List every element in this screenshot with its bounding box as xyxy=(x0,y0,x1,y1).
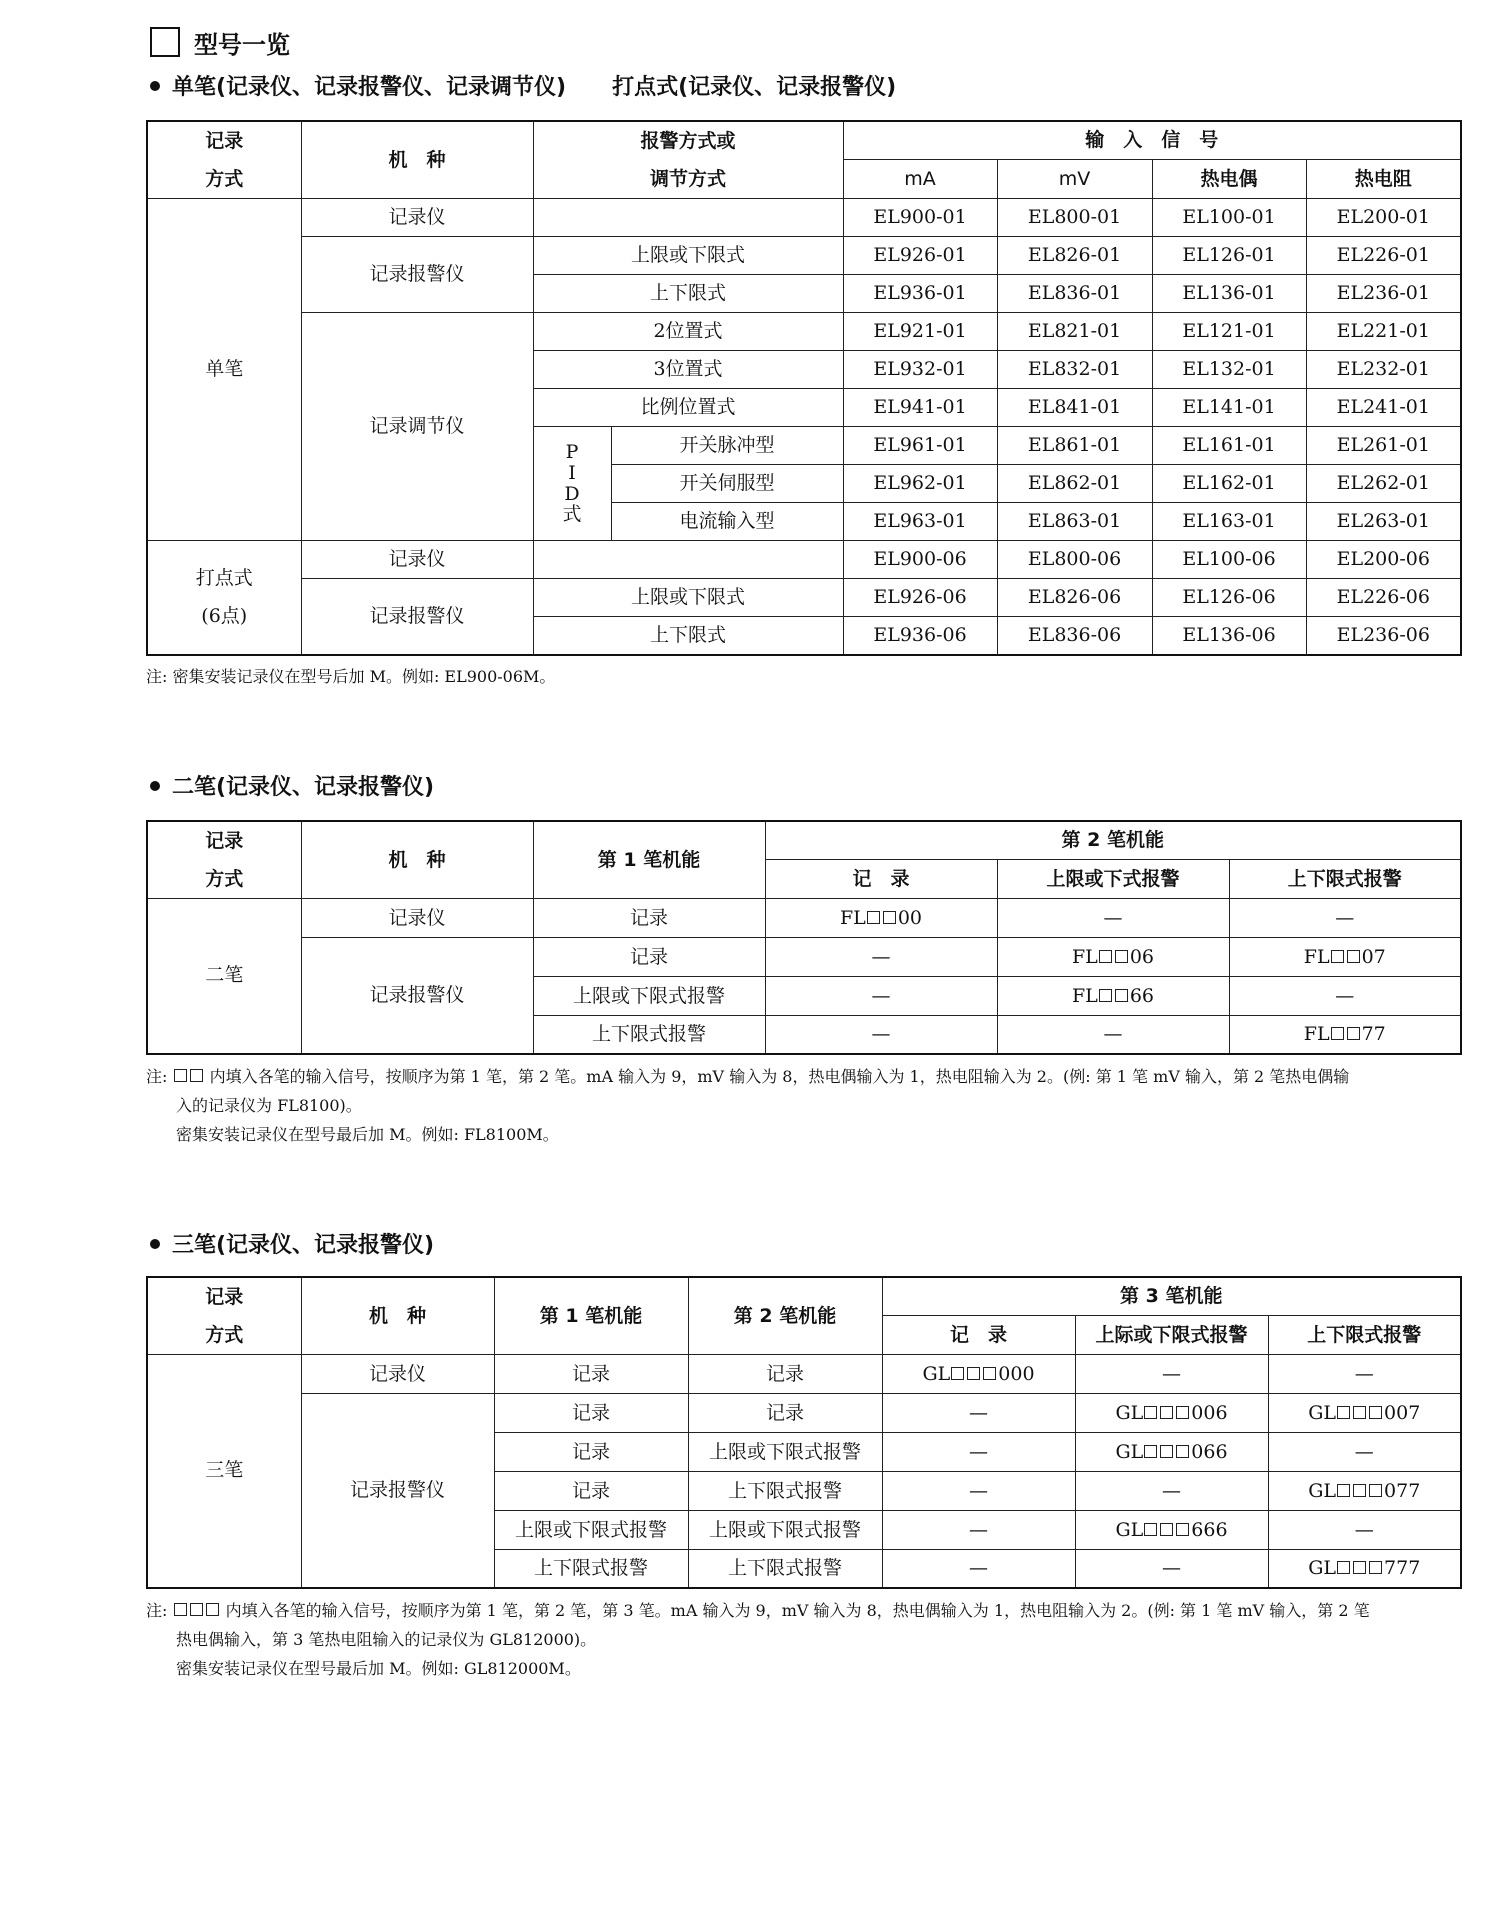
header-upper-lower-alarm: 上下限式报警 xyxy=(1268,1316,1461,1355)
code-cell: FL 66 xyxy=(997,977,1229,1016)
pen1-cell: 上下限式报警 xyxy=(533,1016,765,1054)
model-control-recorder: 记录调节仪 xyxy=(301,313,533,541)
header-mv: mV xyxy=(997,160,1152,199)
pen1-cell: 上限或下限式报警 xyxy=(494,1511,688,1550)
code-cell: — xyxy=(765,1016,997,1054)
header-rtd: 热电阻 xyxy=(1306,160,1461,199)
code-cell: EL121-01 xyxy=(1152,313,1306,351)
code-cell: EL236-06 xyxy=(1306,617,1461,655)
bullet-icon xyxy=(150,81,160,91)
pen2-cell: 记录 xyxy=(688,1355,882,1394)
code-cell: EL900-06 xyxy=(843,541,997,579)
pen2-cell: 上下限式报警 xyxy=(688,1472,882,1511)
code-cell: FL 77 xyxy=(1229,1016,1461,1054)
code-cell: EL141-01 xyxy=(1152,389,1306,427)
code-cell: EL936-06 xyxy=(843,617,997,655)
pen1-cell: 上下限式报警 xyxy=(494,1550,688,1588)
two-pen-table xyxy=(146,820,1462,1055)
mode-cell xyxy=(533,199,843,237)
code-cell: EL126-06 xyxy=(1152,579,1306,617)
code-cell: EL836-06 xyxy=(997,617,1152,655)
code-cell: EL262-01 xyxy=(1306,465,1461,503)
code-cell: EL136-06 xyxy=(1152,617,1306,655)
pen2-cell: 上下限式报警 xyxy=(688,1550,882,1588)
section3-note: 注: 内填入各笔的输入信号，按顺序为第 1 笔，第 2 笔，第 3 笔。mA 输入为 9，mV 输入为 8，热电偶输入为 1，热电阻输入为 2。(例: 第 1 笔 mV 输入，第 2 笔 热电偶输入，第 3 笔热电阻输入的记录仪为 GL812000)。 密集安装记录仪在型号最后加 M。例如: GL812000M。 xyxy=(146,1601,1370,1678)
model-alarm-recorder: 记录报警仪 xyxy=(301,579,533,655)
code-cell: EL932-01 xyxy=(843,351,997,389)
mode-cell: 开关脉冲型 xyxy=(611,427,843,465)
code-cell: EL862-01 xyxy=(997,465,1152,503)
code-cell: EL200-06 xyxy=(1306,541,1461,579)
header-pen3-function: 第 3 笔机能 xyxy=(882,1277,1461,1316)
mode-cell: 开关伺服型 xyxy=(611,465,843,503)
code-cell: FL 06 xyxy=(997,938,1229,977)
header-input-signal: 输 入 信 号 xyxy=(843,121,1461,160)
single-pen-table xyxy=(146,120,1462,656)
code-cell: EL100-01 xyxy=(1152,199,1306,237)
mode-cell: 上下限式 xyxy=(533,275,843,313)
header-record: 记 录 xyxy=(882,1316,1075,1355)
code-cell: EL226-01 xyxy=(1306,237,1461,275)
mode-cell: 3位置式 xyxy=(533,351,843,389)
code-cell: — xyxy=(1075,1472,1268,1511)
code-cell: EL161-01 xyxy=(1152,427,1306,465)
code-cell: EL863-01 xyxy=(997,503,1152,541)
code-cell: — xyxy=(1229,977,1461,1016)
model-alarm-recorder: 记录报警仪 xyxy=(301,938,533,1054)
header-pen1-function: 第 1 笔机能 xyxy=(533,821,765,899)
mode-cell xyxy=(533,541,843,579)
code-cell: FL 07 xyxy=(1229,938,1461,977)
code-cell: — xyxy=(882,1394,1075,1433)
code-cell: EL832-01 xyxy=(997,351,1152,389)
code-cell: EL936-01 xyxy=(843,275,997,313)
bullet-icon xyxy=(150,1239,160,1249)
code-cell: EL841-01 xyxy=(997,389,1152,427)
group-three-pen: 三笔 xyxy=(147,1355,301,1588)
section1-note: 注: 密集安装记录仪在型号后加 M。例如: EL900-06M。 xyxy=(146,667,556,686)
pen1-cell: 记录 xyxy=(533,899,765,938)
mode-cell: 上限或下限式 xyxy=(533,237,843,275)
code-cell: FL 00 xyxy=(765,899,997,938)
code-cell: EL200-01 xyxy=(1306,199,1461,237)
header-record-method: 记录 方式 xyxy=(147,821,301,899)
title-square-icon xyxy=(150,27,180,57)
header-model: 机 种 xyxy=(301,1277,494,1355)
model-alarm-recorder: 记录报警仪 xyxy=(301,237,533,313)
code-cell: EL926-01 xyxy=(843,237,997,275)
header-model: 机 种 xyxy=(301,821,533,899)
model-recorder: 记录仪 xyxy=(301,899,533,938)
header-alarm-control-mode: 报警方式或 调节方式 xyxy=(533,121,843,199)
code-cell: EL963-01 xyxy=(843,503,997,541)
code-cell: — xyxy=(882,1511,1075,1550)
page-title xyxy=(150,24,290,60)
code-cell: — xyxy=(1268,1355,1461,1394)
code-cell: EL226-06 xyxy=(1306,579,1461,617)
section2-heading: 二笔(记录仪、记录报警仪) xyxy=(150,770,434,801)
section1-heading: 单笔(记录仪、记录报警仪、记录调节仪) 打点式(记录仪、记录报警仪) xyxy=(150,70,896,101)
code-cell: EL221-01 xyxy=(1306,313,1461,351)
code-cell: EL126-01 xyxy=(1152,237,1306,275)
header-upper-or-lower-alarm: 上限或下式报警 xyxy=(997,860,1229,899)
code-cell: EL800-01 xyxy=(997,199,1152,237)
pid-label: P I D 式 xyxy=(533,427,611,541)
code-cell: EL961-01 xyxy=(843,427,997,465)
pen1-cell: 上限或下限式报警 xyxy=(533,977,765,1016)
code-cell: EL261-01 xyxy=(1306,427,1461,465)
header-ma: mA xyxy=(843,160,997,199)
code-cell: — xyxy=(997,899,1229,938)
code-cell: EL241-01 xyxy=(1306,389,1461,427)
pen2-cell: 上限或下限式报警 xyxy=(688,1433,882,1472)
code-cell: EL861-01 xyxy=(997,427,1152,465)
mode-cell: 电流输入型 xyxy=(611,503,843,541)
code-cell: EL821-01 xyxy=(997,313,1152,351)
header-upper-lower-alarm: 上下限式报警 xyxy=(1229,860,1461,899)
code-cell: — xyxy=(882,1472,1075,1511)
header-upper-or-lower-alarm: 上际或下限式报警 xyxy=(1075,1316,1268,1355)
model-alarm-recorder: 记录报警仪 xyxy=(301,1394,494,1588)
code-cell: EL100-06 xyxy=(1152,541,1306,579)
code-cell: GL 007 xyxy=(1268,1394,1461,1433)
mode-cell: 2位置式 xyxy=(533,313,843,351)
header-record-method: 记录 方式 xyxy=(147,1277,301,1355)
code-cell: EL162-01 xyxy=(1152,465,1306,503)
group-single-pen: 单笔 xyxy=(147,199,301,541)
code-cell: — xyxy=(1268,1433,1461,1472)
section3-heading: 三笔(记录仪、记录报警仪) xyxy=(150,1228,434,1259)
header-pen2-function: 第 2 笔机能 xyxy=(688,1277,882,1355)
pen2-cell: 记录 xyxy=(688,1394,882,1433)
pen1-cell: 记录 xyxy=(494,1394,688,1433)
code-cell: — xyxy=(1229,899,1461,938)
header-pen2-function: 第 2 笔机能 xyxy=(765,821,1461,860)
code-cell: — xyxy=(997,1016,1229,1054)
code-cell: GL 066 xyxy=(1075,1433,1268,1472)
code-cell: EL236-01 xyxy=(1306,275,1461,313)
section2-note: 注: 内填入各笔的输入信号，按顺序为第 1 笔，第 2 笔。mA 输入为 9，mV 输入为 8，热电偶输入为 1，热电阻输入为 2。(例: 第 1 笔 mV 输入，第 2 笔热电偶输 入的记录仪为 FL8100)。 密集安装记录仪在型号最后加 M。例如: FL8100M。 xyxy=(146,1067,1350,1144)
code-cell: GL 777 xyxy=(1268,1550,1461,1588)
model-recorder: 记录仪 xyxy=(301,199,533,237)
pen1-cell: 记录 xyxy=(494,1472,688,1511)
code-cell: EL232-01 xyxy=(1306,351,1461,389)
code-cell: EL962-01 xyxy=(843,465,997,503)
group-dot-type: 打点式 (6点) xyxy=(147,541,301,655)
three-pen-table xyxy=(146,1276,1462,1589)
mode-cell: 上限或下限式 xyxy=(533,579,843,617)
code-cell: EL263-01 xyxy=(1306,503,1461,541)
code-cell: — xyxy=(1075,1355,1268,1394)
header-pen1-function: 第 1 笔机能 xyxy=(494,1277,688,1355)
code-cell: EL921-01 xyxy=(843,313,997,351)
code-cell: EL926-06 xyxy=(843,579,997,617)
code-cell: EL826-06 xyxy=(997,579,1152,617)
code-cell: EL836-01 xyxy=(997,275,1152,313)
code-cell: EL900-01 xyxy=(843,199,997,237)
code-cell: — xyxy=(765,977,997,1016)
mode-cell: 比例位置式 xyxy=(533,389,843,427)
code-cell: EL941-01 xyxy=(843,389,997,427)
code-cell: EL163-01 xyxy=(1152,503,1306,541)
header-model: 机 种 xyxy=(301,121,533,199)
header-record-method: 记录 方式 xyxy=(147,121,301,199)
code-cell: — xyxy=(1075,1550,1268,1588)
pen1-cell: 记录 xyxy=(494,1355,688,1394)
bullet-icon xyxy=(150,781,160,791)
pen1-cell: 记录 xyxy=(533,938,765,977)
mode-cell: 上下限式 xyxy=(533,617,843,655)
model-recorder: 记录仪 xyxy=(301,1355,494,1394)
code-cell: EL800-06 xyxy=(997,541,1152,579)
code-cell: GL 666 xyxy=(1075,1511,1268,1550)
pen1-cell: 记录 xyxy=(494,1433,688,1472)
code-cell: GL 000 xyxy=(882,1355,1075,1394)
group-two-pen: 二笔 xyxy=(147,899,301,1054)
code-cell: — xyxy=(765,938,997,977)
code-cell: GL 077 xyxy=(1268,1472,1461,1511)
header-record: 记 录 xyxy=(765,860,997,899)
code-cell: — xyxy=(882,1550,1075,1588)
code-cell: EL826-01 xyxy=(997,237,1152,275)
code-cell: GL 006 xyxy=(1075,1394,1268,1433)
header-thermocouple: 热电偶 xyxy=(1152,160,1306,199)
code-cell: EL136-01 xyxy=(1152,275,1306,313)
pen2-cell: 上限或下限式报警 xyxy=(688,1511,882,1550)
page-title-text: 型号一览 xyxy=(194,30,290,59)
code-cell: — xyxy=(1268,1511,1461,1550)
model-recorder: 记录仪 xyxy=(301,541,533,579)
code-cell: EL132-01 xyxy=(1152,351,1306,389)
code-cell: — xyxy=(882,1433,1075,1472)
